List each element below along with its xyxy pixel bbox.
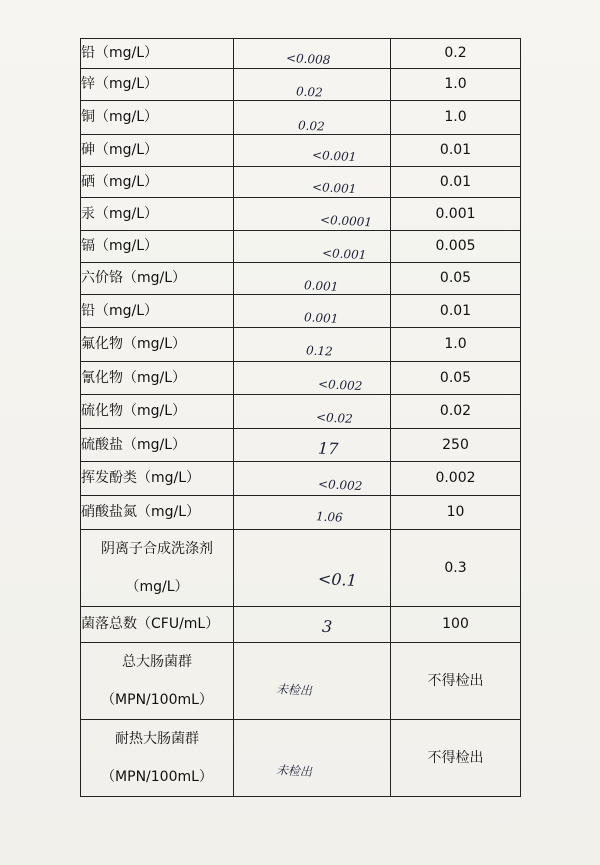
- param-line: 耐热大肠菌群: [115, 731, 199, 747]
- table-row: [81, 429, 521, 462]
- table-row: [81, 720, 521, 797]
- table-row: [81, 263, 521, 295]
- limit-cell: 250: [391, 429, 521, 462]
- param-cell: 铅（mg/L）: [81, 39, 234, 69]
- table-row: [81, 167, 521, 198]
- param-line: （MPN/100mL）: [101, 692, 213, 708]
- handwritten-result: 未检出: [275, 763, 313, 779]
- handwritten-result: <0.008: [285, 50, 331, 68]
- table-row: [81, 39, 521, 69]
- handwritten-result: <0.002: [317, 376, 363, 394]
- limit-cell: 0.05: [391, 263, 521, 295]
- result-cell: [234, 429, 391, 462]
- limit-cell: 1.0: [391, 69, 521, 101]
- result-cell: [234, 39, 391, 69]
- result-cell: [234, 530, 391, 607]
- limit-cell: 0.001: [391, 198, 521, 231]
- result-cell: [234, 263, 391, 295]
- handwritten-result: <0.001: [321, 245, 367, 263]
- limit-cell: 100: [391, 607, 521, 643]
- limit-cell: 10: [391, 496, 521, 530]
- param-cell: 挥发酚类（mg/L）: [81, 462, 234, 496]
- param-cell: [81, 720, 234, 797]
- handwritten-result: <0.1: [317, 568, 358, 591]
- handwritten-result: 1.06: [315, 509, 344, 525]
- table-row: [81, 231, 521, 263]
- param-cell: 硫化物（mg/L）: [81, 395, 234, 429]
- param-cell: 硒（mg/L）: [81, 167, 234, 198]
- limit-cell: 0.02: [391, 395, 521, 429]
- table-row: [81, 69, 521, 101]
- param-line: 阴离子合成洗涤剂: [101, 541, 213, 557]
- table-row: [81, 362, 521, 395]
- param-cell: 铜（mg/L）: [81, 101, 234, 135]
- param-cell: 锌（mg/L）: [81, 69, 234, 101]
- handwritten-result: 0.001: [303, 278, 339, 294]
- param-cell: [81, 643, 234, 720]
- handwritten-result: <0.001: [311, 147, 357, 165]
- handwritten-result: 0.12: [305, 343, 334, 359]
- param-cell: 硫酸盐（mg/L）: [81, 429, 234, 462]
- result-cell: [234, 328, 391, 362]
- result-cell: [234, 198, 391, 231]
- limit-cell: 1.0: [391, 328, 521, 362]
- table-row: [81, 101, 521, 135]
- handwritten-result: <0.02: [315, 410, 354, 426]
- param-line: 总大肠菌群: [122, 654, 192, 670]
- param-cell: 镉（mg/L）: [81, 231, 234, 263]
- table-row: [81, 328, 521, 362]
- table-row: [81, 395, 521, 429]
- result-cell: [234, 101, 391, 135]
- table-row: [81, 643, 521, 720]
- param-cell: 氟化物（mg/L）: [81, 328, 234, 362]
- param-cell: 汞（mg/L）: [81, 198, 234, 231]
- table-row: [81, 295, 521, 328]
- param-line: （MPN/100mL）: [101, 769, 213, 785]
- handwritten-result: 0.02: [297, 118, 326, 134]
- param-cell: 六价铬（mg/L）: [81, 263, 234, 295]
- handwritten-result: 未检出: [275, 682, 313, 698]
- limit-cell: 0.05: [391, 362, 521, 395]
- result-cell: [234, 295, 391, 328]
- param-cell: 菌落总数（CFU/mL）: [81, 607, 234, 643]
- param-line: （mg/L）: [125, 579, 189, 595]
- result-cell: [234, 167, 391, 198]
- limit-cell: 不得检出: [391, 720, 521, 797]
- limit-cell: 0.002: [391, 462, 521, 496]
- result-cell: [234, 231, 391, 263]
- param-cell: 硝酸盐氮（mg/L）: [81, 496, 234, 530]
- handwritten-result: 3: [321, 616, 333, 637]
- result-cell: [234, 362, 391, 395]
- limit-cell: 0.005: [391, 231, 521, 263]
- limit-cell: 0.2: [391, 39, 521, 69]
- table-row: [81, 496, 521, 530]
- table-row: [81, 135, 521, 167]
- table-row: [81, 198, 521, 231]
- table-row: [81, 530, 521, 607]
- handwritten-result: 0.001: [303, 310, 339, 326]
- result-cell: [234, 643, 391, 720]
- result-cell: [234, 496, 391, 530]
- table-row: [81, 462, 521, 496]
- limit-cell: 0.01: [391, 135, 521, 167]
- result-cell: [234, 395, 391, 429]
- result-cell: [234, 607, 391, 643]
- handwritten-result: 0.02: [295, 84, 324, 100]
- handwritten-result: <0.0001: [319, 212, 373, 230]
- handwritten-result: <0.001: [311, 179, 357, 197]
- result-cell: [234, 69, 391, 101]
- handwritten-result: <0.002: [317, 476, 363, 494]
- limit-cell: 0.3: [391, 530, 521, 607]
- result-cell: [234, 462, 391, 496]
- param-cell: 铅（mg/L）: [81, 295, 234, 328]
- water-quality-table: [80, 38, 521, 797]
- result-cell: [234, 720, 391, 797]
- limit-cell: 0.01: [391, 167, 521, 198]
- limit-cell: 不得检出: [391, 643, 521, 720]
- limit-cell: 0.01: [391, 295, 521, 328]
- handwritten-result: 17: [317, 438, 339, 459]
- param-cell: 氰化物（mg/L）: [81, 362, 234, 395]
- result-cell: [234, 135, 391, 167]
- limit-cell: 1.0: [391, 101, 521, 135]
- param-cell: 砷（mg/L）: [81, 135, 234, 167]
- param-cell: [81, 530, 234, 607]
- table-row: [81, 607, 521, 643]
